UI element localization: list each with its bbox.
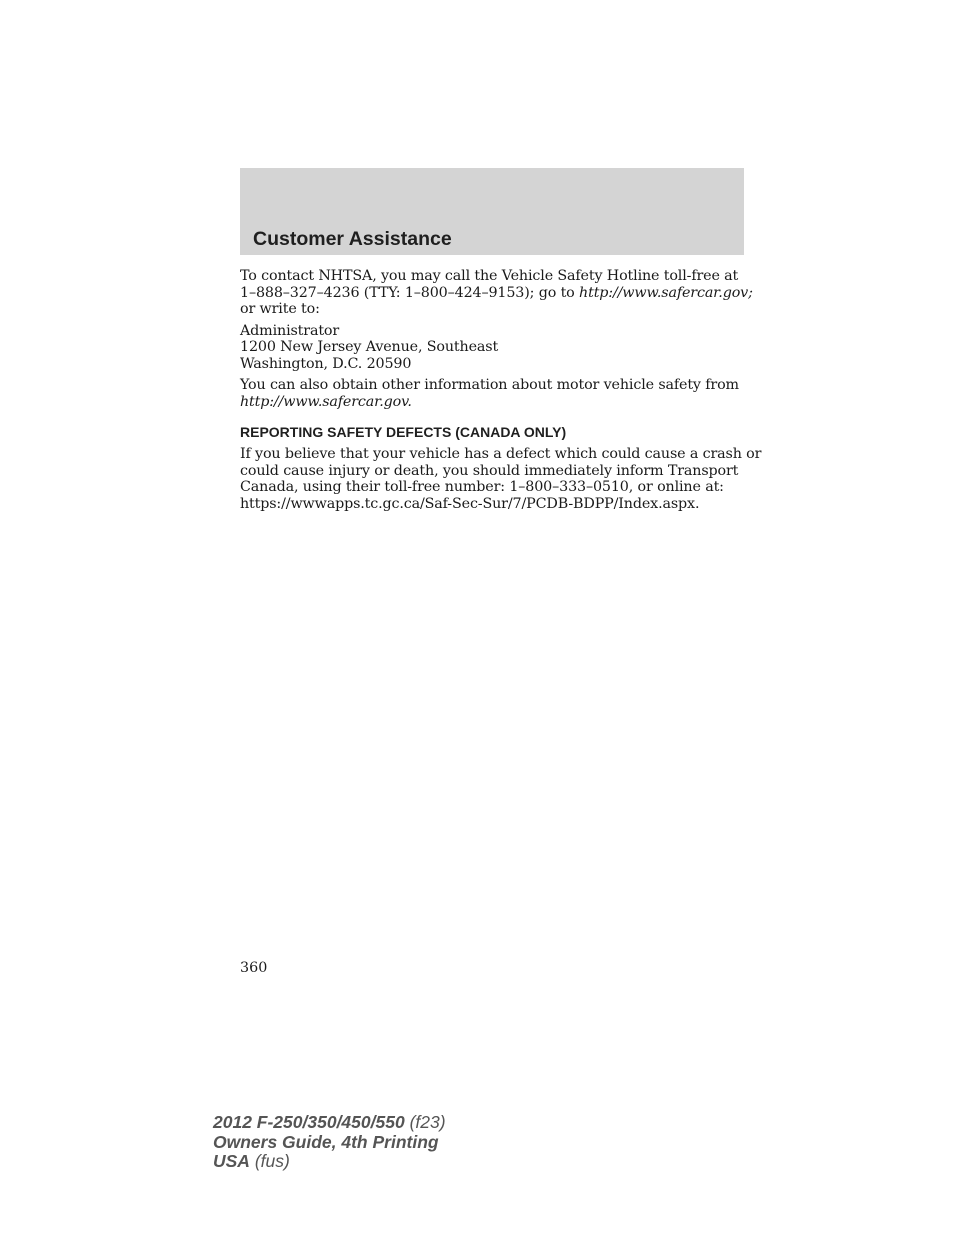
footer-market-line xyxy=(213,1152,446,1172)
page-content xyxy=(240,268,762,517)
nhtsa-line-3: or write to: xyxy=(240,301,320,317)
nhtsa-line-2 xyxy=(240,284,753,302)
section-header-band xyxy=(240,168,744,255)
page-number: 360 xyxy=(240,960,268,976)
canada-defects-paragraph xyxy=(240,446,762,512)
mailing-address xyxy=(240,323,750,373)
footer-model-line xyxy=(213,1113,446,1133)
address-line: Administrator xyxy=(240,322,340,339)
canada-line: If you believe that your vehicle has a defect which could cause a crash or xyxy=(240,446,762,462)
nhtsa-line-1: To contact NHTSA, you may call the Vehicle Safety Hotline toll-free at xyxy=(240,268,739,284)
footer-market-code: (fus) xyxy=(249,1151,290,1171)
nhtsa-contact-paragraph xyxy=(240,268,753,318)
safety-info-paragraph xyxy=(240,377,750,410)
document-footer xyxy=(213,1113,446,1172)
safercar-link[interactable]: http://www.safercar.gov; xyxy=(579,284,753,301)
address-line: 1200 New Jersey Avenue, Southeast xyxy=(240,339,499,355)
canada-line: Canada, using their toll-free number: 1–800–333–0510, or online at: xyxy=(240,479,724,495)
safety-info-line: You can also obtain other information about motor vehicle safety from xyxy=(240,377,739,393)
hotline-numbers: 1–888–327–4236 (TTY: 1–800–424–9153); go to xyxy=(240,284,580,301)
footer-printing-line: Owners Guide, 4th Printing xyxy=(213,1131,439,1152)
footer-model: 2012 F-250/350/450/550 xyxy=(213,1112,405,1132)
canada-defects-heading: REPORTING SAFETY DEFECTS (CANADA ONLY) xyxy=(240,424,567,440)
footer-model-code: (f23) xyxy=(404,1112,446,1132)
address-line: Washington, D.C. 20590 xyxy=(240,355,412,372)
section-title: Customer Assistance xyxy=(253,228,452,250)
footer-market: USA xyxy=(213,1151,250,1171)
canada-line: could cause injury or death, you should immediately inform Transport xyxy=(240,462,739,479)
transport-canada-link[interactable]: https://wwwapps.tc.gc.ca/Saf-Sec-Sur/7/PCDB-BDPP/Index.aspx. xyxy=(240,495,700,512)
safercar-link-2[interactable]: http://www.safercar.gov. xyxy=(240,393,412,410)
